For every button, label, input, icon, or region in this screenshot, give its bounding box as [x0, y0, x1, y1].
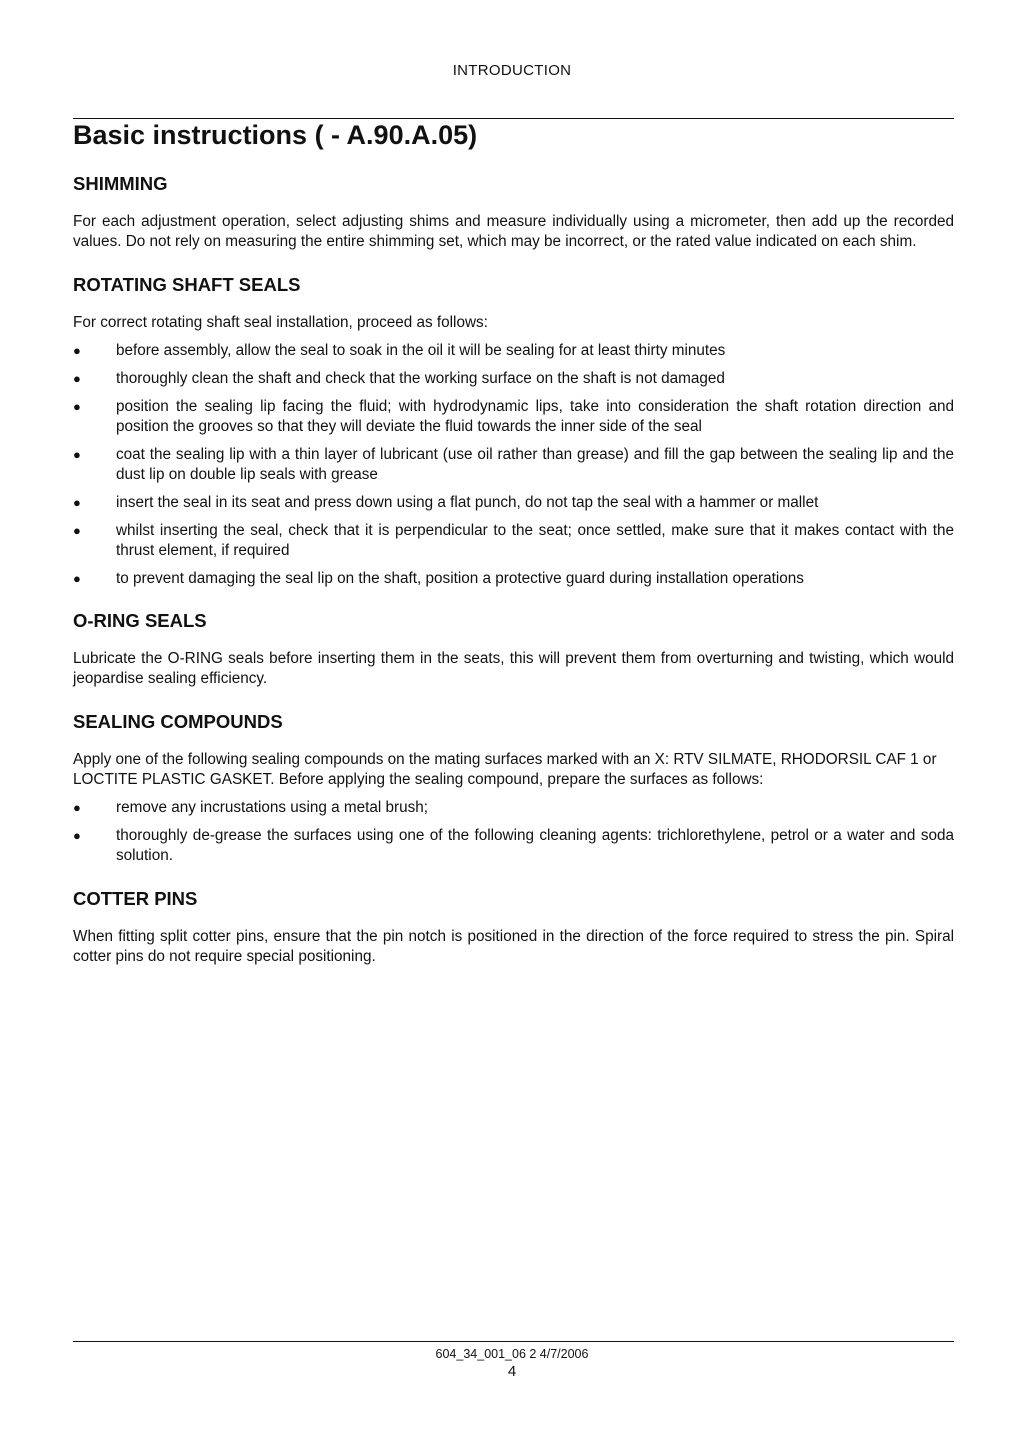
bullet-icon: ●	[73, 371, 81, 386]
section-paragraph-o-ring-seals: Lubricate the O-RING seals before inserting them in the seats, this will prevent them from overturning and twisting, which would jeopardise sealing efficiency.	[73, 650, 954, 687]
section-paragraph-sealing-compounds: Apply one of the following sealing compounds on the mating surfaces marked with an X: RTV SILMATE, RHODORSIL CAF 1 or LOCTITE PLASTIC GASKET. Before applying the sealing compound, prepare the surfaces as follows:	[73, 751, 937, 788]
list-item: ● thoroughly de-grease the surfaces using one of the following cleaning agents: trichlorethylene, petrol or a water and soda solution.	[73, 827, 954, 864]
bullet-icon: ●	[73, 828, 81, 843]
page-content	[73, 116, 954, 967]
running-header: INTRODUCTION	[452, 62, 572, 79]
section-heading-cotter-pins: COTTER PINS	[73, 888, 198, 909]
page-title: Basic instructions ( - A.90.A.05)	[73, 120, 478, 150]
section-heading-sealing-compounds: SEALING COMPOUNDS	[73, 711, 283, 732]
list-item: ● before assembly, allow the seal to soak in the oil it will be sealing for at least thirty minutes	[73, 342, 726, 359]
bullet-list-sealing-compounds	[73, 798, 954, 866]
footer-rule	[73, 1341, 954, 1342]
section-paragraph-rotating-shaft-seals: For correct rotating shaft seal installation, proceed as follows:	[73, 314, 488, 331]
list-item: ● to prevent damaging the seal lip on the shaft, position a protective guard during installation operations	[73, 570, 804, 587]
list-item: ● remove any incrustations using a metal brush;	[73, 799, 429, 816]
list-item: ● insert the seal in its seat and press down using a flat punch, do not tap the seal with a hammer or mallet	[73, 494, 819, 511]
bullet-icon: ●	[73, 571, 81, 586]
bullet-icon: ●	[73, 800, 81, 815]
bullet-icon: ●	[73, 399, 81, 414]
section-paragraph-cotter-pins: When fitting split cotter pins, ensure that the pin notch is positioned in the direction of the force required to stress the pin. Spiral cotter pins do not require special positioning.	[73, 928, 954, 965]
bullet-icon: ●	[73, 343, 81, 358]
page-number: 4	[507, 1363, 517, 1380]
list-item: ● coat the sealing lip with a thin layer of lubricant (use oil rather than grease) and fill the gap between the sealing lip and the dust lip on double lip seals with grease	[73, 446, 954, 483]
list-item: ● whilst inserting the seal, check that it is perpendicular to the seat; once settled, make sure that it makes contact with the thrust element, if required	[73, 522, 954, 559]
footer-document-code: 604_34_001_06 2 4/7/2006	[435, 1347, 589, 1361]
list-item: ● position the sealing lip facing the fluid; with hydrodynamic lips, take into consideration the shaft rotation direction and position the grooves so that they will deviate the fluid towards the inner side of the seal	[73, 398, 954, 435]
section-heading-shimming: SHIMMING	[73, 173, 168, 194]
bullet-icon: ●	[73, 523, 81, 538]
section-paragraph-shimming: For each adjustment operation, select adjusting shims and measure individually using a micrometer, then add up the recorded values. Do not rely on measuring the entire shimming set, which may be incorrect, or the rated value indicated on each shim.	[73, 213, 954, 250]
bullet-list-rotating-shaft-seals	[73, 341, 954, 589]
list-item: ● thoroughly clean the shaft and check that the working surface on the shaft is not damaged	[73, 370, 725, 387]
section-heading-o-ring-seals: O-RING SEALS	[73, 610, 207, 631]
bullet-icon: ●	[73, 447, 81, 462]
bullet-icon: ●	[73, 495, 81, 510]
section-heading-rotating-shaft-seals: ROTATING SHAFT SEALS	[73, 274, 301, 295]
